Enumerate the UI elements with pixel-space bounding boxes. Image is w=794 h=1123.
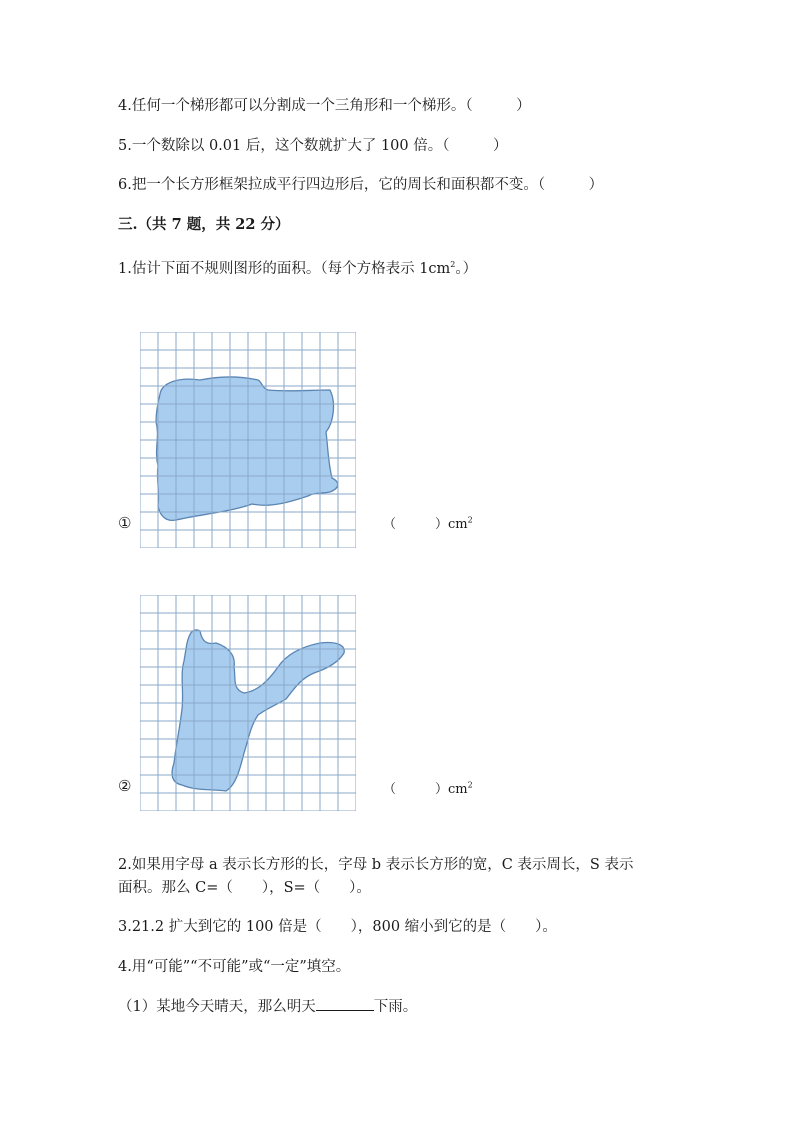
question-estimate-area (118, 255, 477, 279)
figure-2-grid (140, 595, 356, 815)
figure-1-marker: ① (118, 514, 132, 532)
figure-1-svg (140, 332, 356, 548)
figure-1-answer[interactable] (383, 513, 473, 532)
question-true-false-6: 6.把一个长方形框架拉成平行四边形后，它的周长和面积都不变。（ ） (118, 177, 604, 193)
question-text: 1.估计下面不规则图形的面积。（每个方格表示 1cm (118, 260, 451, 277)
sub1-text-end: 下雨。 (373, 999, 418, 1015)
figure-2-svg (140, 595, 356, 811)
figure-2-answer[interactable] (383, 778, 473, 797)
unit-superscript: 2 (467, 780, 473, 790)
question-scale-number: 3.21.2 扩大到它的 100 倍是（ ），800 缩小到它的是（ ）。 (118, 919, 557, 935)
question-text-end: 。） (455, 260, 478, 277)
section-heading: 三.（共 7 题，共 22 分） (118, 216, 290, 233)
question-probability-prompt: 4.用“可能”“不可能”或“一定”填空。 (118, 959, 351, 975)
figure-2-marker: ② (118, 777, 132, 795)
answer-blank: （ ）cm (383, 517, 468, 532)
question-rectangle-formula-line1: 2.如果用字母 a 表示长方形的长，字母 b 表示长方形的宽，C 表示周长，S 表示 (118, 857, 634, 873)
figure-1-grid (140, 332, 356, 552)
answer-blank: （ ）cm (383, 782, 468, 797)
superscript: 2 (450, 260, 456, 269)
question-rectangle-formula-line2: 面积。那么 C=（ ），S=（ ）。 (118, 880, 371, 896)
question-true-false-4: 4.任何一个梯形都可以分割成一个三角形和一个梯形。（ ） (118, 98, 531, 114)
unit-superscript: 2 (467, 515, 473, 525)
question-probability-sub1 (118, 996, 417, 1017)
sub1-text: （1）某地今天晴天，那么明天 (118, 999, 316, 1015)
question-true-false-5: 5.一个数除以 0.01 后，这个数就扩大了 100 倍。（ ） (118, 138, 508, 154)
fill-blank[interactable] (316, 996, 374, 1011)
